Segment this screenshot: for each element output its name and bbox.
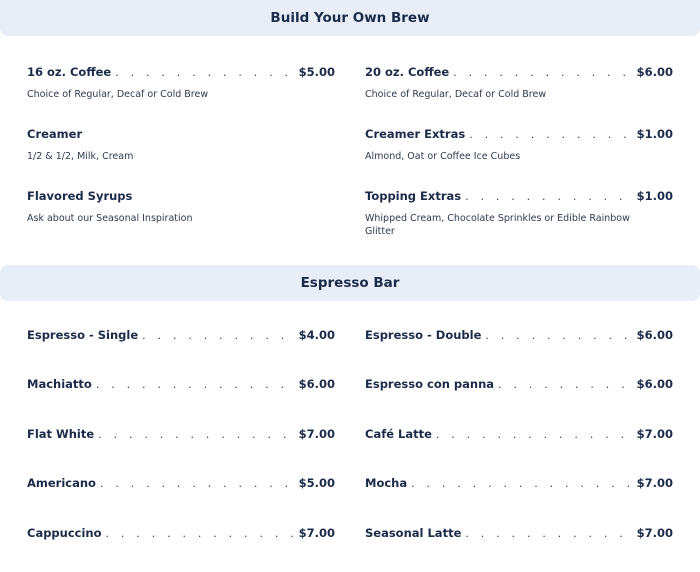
menu-item bbox=[365, 427, 673, 441]
item-price: $6.00 bbox=[636, 65, 673, 79]
item-price: $6.00 bbox=[636, 328, 673, 342]
item-name: Mocha bbox=[365, 476, 408, 490]
item-name: Cappuccino bbox=[27, 526, 102, 540]
item-name: Seasonal Latte bbox=[365, 526, 462, 540]
menu-item bbox=[365, 476, 673, 490]
item-price: $5.00 bbox=[298, 476, 335, 490]
menu-item bbox=[27, 65, 335, 101]
leader-dots bbox=[498, 378, 631, 391]
leader-dots bbox=[96, 378, 293, 391]
item-name: Creamer bbox=[27, 127, 83, 141]
item-description: Almond, Oat or Coffee Ice Cubes bbox=[365, 151, 521, 162]
item-price: $1.00 bbox=[636, 189, 673, 203]
leader-dots bbox=[142, 329, 292, 342]
item-price: $5.00 bbox=[298, 65, 335, 79]
leader-dots bbox=[100, 477, 293, 490]
section-title: Build Your Own Brew bbox=[270, 10, 430, 26]
leader-dots bbox=[115, 66, 292, 79]
item-description: Ask about our Seasonal Inspiration bbox=[27, 213, 193, 224]
item-name: Machiatto bbox=[27, 377, 92, 391]
item-name: 20 oz. Coffee bbox=[365, 65, 450, 79]
leader-dots bbox=[453, 66, 630, 79]
menu-item bbox=[365, 526, 673, 540]
leader-dots bbox=[465, 527, 630, 540]
item-description: 1/2 & 1/2, Milk, Cream bbox=[27, 151, 134, 162]
item-price: $6.00 bbox=[636, 377, 673, 391]
section-header-espresso bbox=[0, 265, 700, 301]
item-description: Choice of Regular, Decaf or Cold Brew bbox=[27, 89, 209, 100]
menu-item bbox=[27, 189, 335, 225]
leader-dots bbox=[465, 190, 631, 203]
menu-item bbox=[27, 377, 335, 391]
menu-item bbox=[27, 127, 335, 163]
menu-item bbox=[365, 328, 673, 342]
item-price: $1.00 bbox=[636, 127, 673, 141]
leader-dots bbox=[98, 428, 292, 441]
item-description: Choice of Regular, Decaf or Cold Brew bbox=[365, 89, 547, 100]
item-name: Espresso con panna bbox=[365, 377, 495, 391]
leader-dots bbox=[469, 128, 630, 141]
leader-dots bbox=[106, 527, 293, 540]
item-name: Flavored Syrups bbox=[27, 189, 133, 203]
item-price: $7.00 bbox=[636, 476, 673, 490]
item-price: $7.00 bbox=[636, 526, 673, 540]
section-header-brew bbox=[0, 0, 700, 36]
menu-item bbox=[365, 127, 673, 163]
item-name: 16 oz. Coffee bbox=[27, 65, 112, 79]
menu-item bbox=[27, 427, 335, 441]
menu-item bbox=[365, 65, 673, 101]
item-price: $6.00 bbox=[298, 377, 335, 391]
item-price: $7.00 bbox=[298, 526, 335, 540]
item-name: Espresso - Double bbox=[365, 328, 482, 342]
item-name: Flat White bbox=[27, 427, 95, 441]
item-price: $7.00 bbox=[298, 427, 335, 441]
item-name: Topping Extras bbox=[365, 189, 462, 203]
leader-dots bbox=[436, 428, 631, 441]
item-name: Americano bbox=[27, 476, 96, 490]
item-name: Creamer Extras bbox=[365, 127, 466, 141]
item-description: Whipped Cream, Chocolate Sprinkles or Edible Rainbow Glitter bbox=[365, 213, 630, 237]
item-price: $4.00 bbox=[298, 328, 335, 342]
menu-item bbox=[27, 526, 335, 540]
item-name: Café Latte bbox=[365, 427, 432, 441]
item-price: $7.00 bbox=[636, 427, 673, 441]
leader-dots bbox=[411, 477, 631, 490]
menu-item bbox=[365, 189, 673, 238]
menu-item bbox=[365, 377, 673, 391]
section-title: Espresso Bar bbox=[300, 275, 400, 291]
menu-item bbox=[27, 476, 335, 490]
leader-dots bbox=[485, 329, 630, 342]
menu-item bbox=[27, 328, 335, 342]
item-name: Espresso - Single bbox=[27, 328, 139, 342]
